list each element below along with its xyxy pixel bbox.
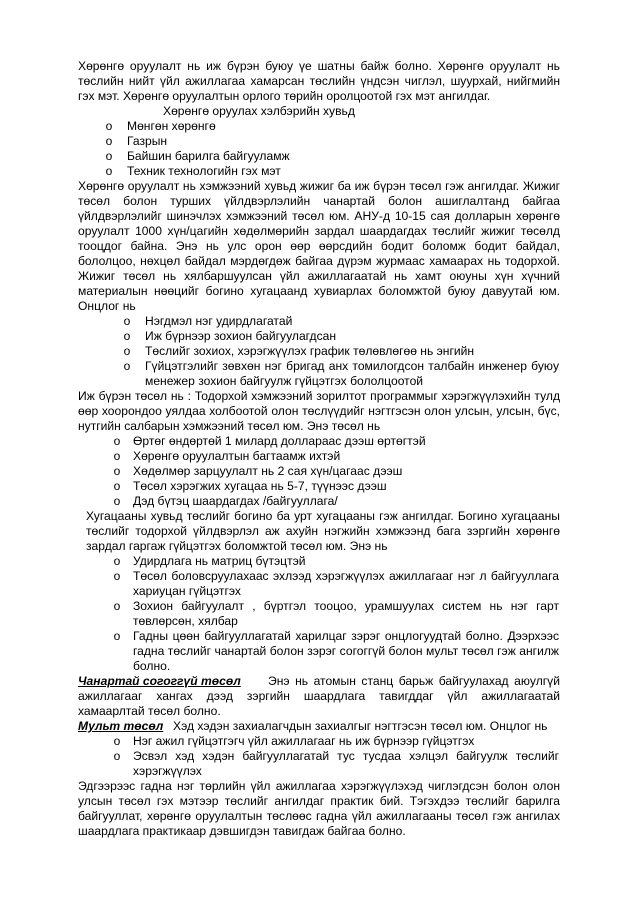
text-line: төсөл болон турших үйлдвэрлэлийн чанартай болон ашиглалтанд байгаа [78, 194, 560, 208]
text-line: Хөрөнгө оруулалт нь иж бүрэн буюу үе шатны байж болно. Хөрөнгө оруулалт нь [78, 59, 560, 73]
bullet-icon: o [113, 449, 121, 463]
bullet-icon: o [123, 329, 131, 343]
bullet-icon: o [123, 344, 131, 358]
text-line: үйлдвэрлэлийг шинэчлэх хэмжээний төсөл юм. АНУ-д 10-15 сая долларын хөрөнгө [78, 209, 560, 223]
text-line: байгууллат, хөрөнгө оруулалтын төслөөс гадна үйл ажиллагааны төсөл гэж ангилах [78, 809, 560, 823]
bullet-icon: o [105, 164, 113, 178]
bullet-icon: o [113, 464, 121, 478]
text-line: төслийн нийт үйл ажиллагаа хамарсан төслийн үндсэн чиглэл, шуурхай, нийгмийн [78, 74, 560, 88]
text-line: Энэ нь атомын станц барьж байгуулахад аюулгүй [268, 674, 560, 688]
list-item: Техник технологийн гэх мэт [127, 164, 281, 178]
bullet-icon: o [123, 314, 131, 328]
bullet-icon: o [113, 434, 121, 448]
section-heading: Хөрөнгө оруулах хэлбэрийн хувьд [163, 104, 355, 118]
list-item-continuation: хариуцан гүйцэтгэх [133, 584, 241, 598]
text-line: төслийг тодорхой үйлдвэрлэл аж ахуйн нэгжийн хэмжээнд бага зэргийн хөрөнгө [86, 524, 560, 538]
term-multi [78, 719, 168, 734]
list-item: Төсөл хэрэгжих хугацаа нь 5-7, түүнээс дээш [133, 479, 387, 493]
bullet-icon: o [113, 749, 121, 763]
text-line: улсын төсөл гэх мэтээр төслийг ангилдаг практик бий. Тэгэхдээ төслийг барилга [78, 794, 560, 808]
list-item: Гүйцэтгэлийг зөвхөн нэг бригад анх томилогдсон талбайн инженер буюу [145, 359, 559, 373]
text-line: Онцлог нь [78, 299, 136, 313]
list-item: Дэд бүтэц шаардагдах /байгууллага/ [133, 494, 338, 508]
term-quality [78, 674, 248, 689]
list-item: Өртөг өндөртөй 1 милард доллараас дээш өртөгтэй [133, 434, 426, 448]
bullet-icon: o [105, 119, 113, 133]
list-item-continuation: болно. [133, 659, 171, 673]
bullet-icon: o [113, 554, 121, 568]
text-line: шаардлага практикаар дэвшигдэн тавигдаж байгаа болно. [78, 824, 406, 838]
bullet-icon: o [113, 599, 121, 613]
bullet-icon: o [105, 149, 113, 163]
text-line: ажиллагааг хангах дээд зэргийн шаардлага тавигддаг үйл ажиллагаатай [78, 689, 560, 703]
text-line: оруулалт 1000 хүн/цагийн хөдөлмөрийн зардал шаардагдах төслийг жижиг төсөлд [78, 224, 560, 238]
text-line: гэх мэт. Хөрөнгө оруулалтын орлого төрийн оролцоотой гэх мэт ангилдаг. [78, 89, 491, 103]
list-item: Удирдлага нь матриц бүтэцтэй [133, 554, 306, 568]
text-line: Иж бүрэн төсөл нь : Тодорхой хэмжээний зорилтот программыг хэрэгжүүлэхийн тулд [78, 389, 560, 403]
text-line: Хөрөнгө оруулалт нь хэмжээний хувьд жижиг ба иж бүрэн төсөл гэж ангилдаг. Жижиг [78, 179, 560, 193]
text-line: тооцдог байна. Энэ нь улс орон өөр өөрсдийн бодит боломж бодит байдал, [78, 239, 560, 253]
list-item-continuation: төвлөрсөн, хялбар [133, 614, 238, 628]
list-item-continuation: хэрэгжүүлэх [133, 764, 202, 778]
list-item: Иж бүрнээр зохион байгуулагдсан [145, 329, 337, 343]
list-item: Нэгдмэл нэг удирдлагатай [145, 314, 293, 328]
list-item: Төслийг зохиох, хэрэгжүүлэх график төлөвлөгөө нь энгийн [145, 344, 475, 358]
text-line: Хугацааны хувьд төслийг богино ба урт хугацааны гэж ангилдаг. Богино хугацааны [86, 509, 560, 523]
list-item: Газрын [127, 134, 168, 148]
text-line: нутгийн салбарын хэмжээний төсөл юм. Энэ төсөл нь [78, 419, 381, 433]
list-item-continuation: гадна төслийг чанартай болон зэрэг согоггүй болон мульт төсөл гэж ангилж [133, 644, 559, 658]
bullet-icon: o [105, 134, 113, 148]
term-quality-label: Чанартай согоггүй төсөл [78, 674, 241, 688]
bullet-icon: o [113, 479, 121, 493]
list-item: Байшин барилга байгууламж [127, 149, 290, 163]
list-item: Нэг ажил гүйцэтгэгч үйл ажиллагааг нь иж бүрнээр гүйцэтгэх [133, 734, 475, 748]
list-item: Зохион байгуулалт , бүртгэл тооцоо, урамшуулах систем нь нэг гарт [133, 599, 559, 613]
bullet-icon: o [113, 494, 121, 508]
text-line: Эдгээрээс гадна нэг төрлийн үйл ажиллагаа хэрэгжүүлэхэд чиглэгдсэн болон олон [78, 779, 560, 793]
list-item: Гадны цөөн байгууллагатай харилцаг зэрэг онцлогуудтай болно. Дээрхээс [133, 629, 559, 643]
list-item: Хөдөлмөр зарцуулалт нь 2 сая хүн/цагаас дээш [133, 464, 403, 478]
bullet-icon: o [113, 734, 121, 748]
term-multi-label: Мульт төсөл [78, 719, 164, 733]
list-item: Мөнгөн хөрөнгө [127, 119, 216, 133]
bullet-icon: o [113, 629, 121, 643]
text-line: материалын нөөцийг богино хугацаанд хувиарлах боломжтой буюу давуутай юм. [78, 284, 560, 298]
bullet-icon: o [123, 359, 131, 373]
bullet-icon: o [113, 569, 121, 583]
text-line: Жижиг төсөл нь хялбаршуулсан үйл ажиллагаатай нь хамт оюуны хүн хүчний [78, 269, 560, 283]
text-line: бололцоо, нөхцөл байдал мэрдөгдөж байгаа дүрэм журмаас хамаарах нь тодорхой. [78, 254, 560, 268]
list-item-continuation: менежер зохион байгуулж гүйцэтгэх бололцоотой [145, 374, 424, 388]
text-line: зардал гаргаж гүйцэтгэх боломжтой төсөл юм. Энэ нь [86, 539, 388, 553]
list-item: Төсөл боловсруулахаас эхлээд хэрэгжүүлэх ажиллагааг нэг л байгууллага [133, 569, 559, 583]
list-item: Хөрөнгө оруулалтын багтаамж ихтэй [133, 449, 341, 463]
text-line: Хэд хэдэн захиалагчдын захиалгыг нэгтгэсэн төсөл юм. Онцлог нь [173, 719, 548, 733]
text-line: өөр хоорондоо уялдаа холбоотой олон төслүүдийг нэгтгэсэн олон улсын, улсын, бүс, [78, 404, 560, 418]
list-item: Эсвэл хэд хэдэн байгууллагатай тус тусдаа хэлцэл байгуулж төслийг [133, 749, 559, 763]
text-line: хамаарлтай төсөл болно. [78, 704, 221, 718]
